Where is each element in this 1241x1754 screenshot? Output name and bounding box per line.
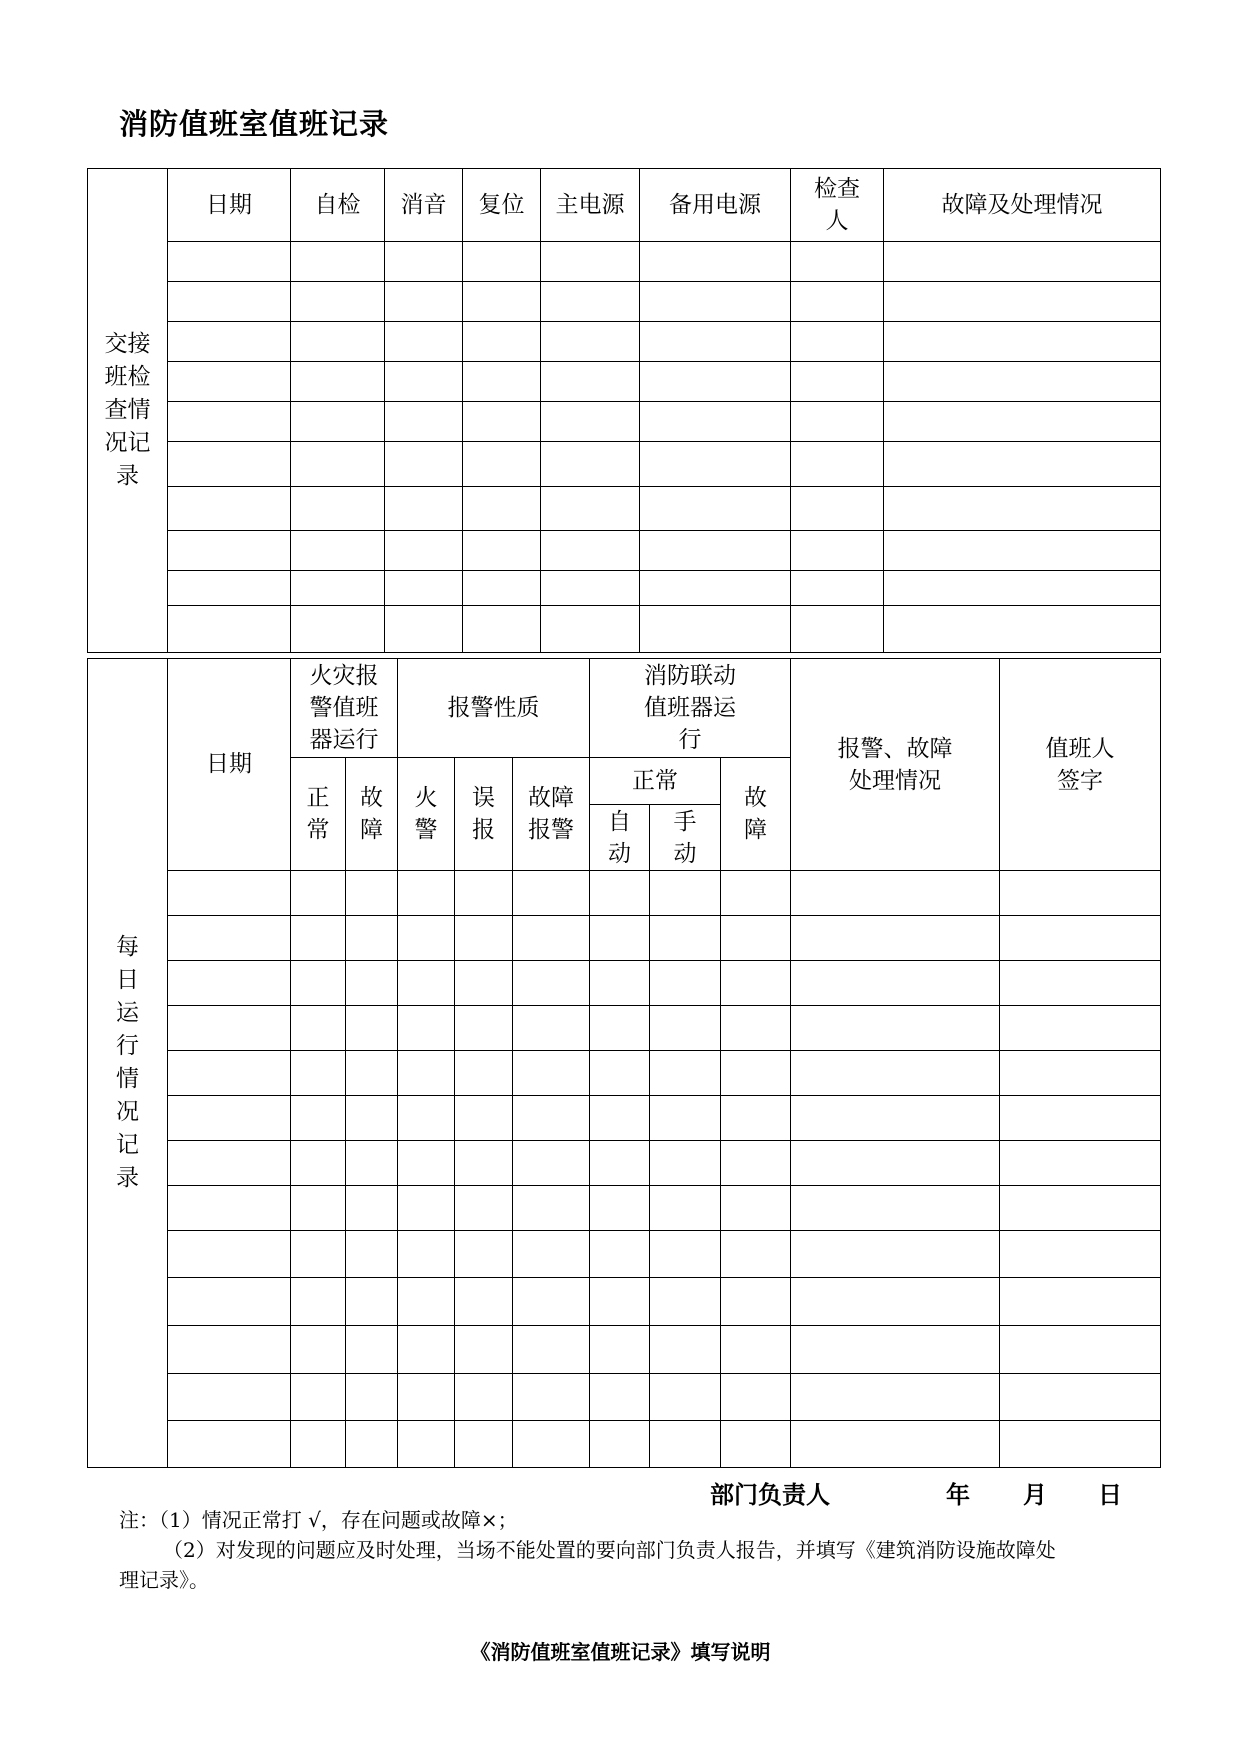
blank-cell[interactable] bbox=[455, 1278, 513, 1326]
blank-cell[interactable] bbox=[721, 1186, 791, 1231]
blank-cell[interactable] bbox=[291, 1231, 346, 1278]
blank-cell[interactable] bbox=[590, 916, 650, 961]
blank-cell[interactable] bbox=[1000, 1326, 1161, 1374]
blank-cell[interactable] bbox=[398, 916, 455, 961]
blank-cell[interactable] bbox=[346, 1374, 398, 1421]
blank-cell[interactable] bbox=[168, 1231, 291, 1278]
blank-cell[interactable] bbox=[291, 1051, 346, 1096]
blank-cell[interactable] bbox=[168, 1096, 291, 1141]
blank-cell[interactable] bbox=[541, 242, 640, 282]
blank-cell[interactable] bbox=[168, 322, 291, 362]
blank-cell[interactable] bbox=[721, 1231, 791, 1278]
table-row bbox=[88, 531, 1161, 571]
blank-cell[interactable] bbox=[463, 242, 541, 282]
blank-cell[interactable] bbox=[463, 571, 541, 606]
header-self-check: 自检 bbox=[291, 169, 385, 242]
blank-cell[interactable] bbox=[541, 531, 640, 571]
blank-cell[interactable] bbox=[721, 1278, 791, 1326]
table-row bbox=[88, 1278, 1161, 1326]
blank-cell[interactable] bbox=[291, 606, 385, 653]
nature-fault-alarm-header bbox=[513, 758, 590, 871]
nature-fire-text: 火 警 bbox=[414, 785, 438, 843]
table-row bbox=[88, 362, 1161, 402]
blank-cell[interactable] bbox=[1000, 961, 1161, 1006]
blank-cell[interactable] bbox=[513, 1421, 590, 1468]
header-reset: 复位 bbox=[463, 169, 541, 242]
blank-cell[interactable] bbox=[291, 1006, 346, 1051]
table-row bbox=[88, 1051, 1161, 1096]
linkage-manual-text: 手 动 bbox=[673, 808, 697, 867]
blank-cell[interactable] bbox=[168, 961, 291, 1006]
blank-cell[interactable] bbox=[590, 961, 650, 1006]
nature-false-header bbox=[455, 758, 513, 871]
blank-cell[interactable] bbox=[513, 1374, 590, 1421]
table-row bbox=[88, 1096, 1161, 1141]
blank-cell[interactable] bbox=[455, 1374, 513, 1421]
blank-cell[interactable] bbox=[884, 606, 1161, 653]
blank-cell[interactable] bbox=[455, 1421, 513, 1468]
blank-cell[interactable] bbox=[346, 871, 398, 916]
table-row bbox=[88, 1326, 1161, 1374]
blank-cell[interactable] bbox=[791, 402, 884, 442]
table-row bbox=[88, 606, 1161, 653]
alarm-nature-header: 报警性质 bbox=[398, 659, 590, 758]
blank-cell[interactable] bbox=[650, 1096, 721, 1141]
blank-cell[interactable] bbox=[791, 1421, 1000, 1468]
header-main-power: 主电源 bbox=[541, 169, 640, 242]
blank-cell[interactable] bbox=[455, 961, 513, 1006]
blank-cell[interactable] bbox=[455, 1231, 513, 1278]
blank-cell[interactable] bbox=[291, 1096, 346, 1141]
blank-cell[interactable] bbox=[291, 1326, 346, 1374]
blank-cell[interactable] bbox=[463, 402, 541, 442]
blank-cell[interactable] bbox=[513, 1096, 590, 1141]
header-backup-power: 备用电源 bbox=[640, 169, 791, 242]
blank-cell[interactable] bbox=[463, 442, 541, 487]
blank-cell[interactable] bbox=[398, 1421, 455, 1468]
blank-cell[interactable] bbox=[385, 402, 463, 442]
blank-cell[interactable] bbox=[884, 402, 1161, 442]
blank-cell[interactable] bbox=[385, 442, 463, 487]
fa-fault-header bbox=[346, 758, 398, 871]
blank-cell[interactable] bbox=[463, 282, 541, 322]
blank-cell[interactable] bbox=[385, 282, 463, 322]
blank-cell[interactable] bbox=[168, 1374, 291, 1421]
blank-cell[interactable] bbox=[385, 606, 463, 653]
blank-cell[interactable] bbox=[884, 487, 1161, 531]
blank-cell[interactable] bbox=[291, 442, 385, 487]
blank-cell[interactable] bbox=[590, 871, 650, 916]
blank-cell[interactable] bbox=[640, 322, 791, 362]
blank-cell[interactable] bbox=[650, 1421, 721, 1468]
blank-cell[interactable] bbox=[168, 442, 291, 487]
blank-cell[interactable] bbox=[650, 871, 721, 916]
month-label: 月 bbox=[1023, 1481, 1047, 1509]
handover-check-table bbox=[87, 168, 1161, 653]
blank-cell[interactable] bbox=[1000, 1006, 1161, 1051]
blank-cell[interactable] bbox=[721, 916, 791, 961]
linkage-group-text: 消防联动 值班器运 行 bbox=[644, 663, 736, 753]
blank-cell[interactable] bbox=[590, 1421, 650, 1468]
blank-cell[interactable] bbox=[398, 1051, 455, 1096]
blank-cell[interactable] bbox=[346, 1051, 398, 1096]
blank-cell[interactable] bbox=[168, 1006, 291, 1051]
blank-cell[interactable] bbox=[513, 961, 590, 1006]
blank-cell[interactable] bbox=[291, 1421, 346, 1468]
header-fault-handling: 故障及处理情况 bbox=[884, 169, 1161, 242]
blank-cell[interactable] bbox=[884, 571, 1161, 606]
blank-cell[interactable] bbox=[346, 1421, 398, 1468]
blank-cell[interactable] bbox=[455, 1186, 513, 1231]
blank-cell[interactable] bbox=[385, 531, 463, 571]
blank-cell[interactable] bbox=[650, 1006, 721, 1051]
blank-cell[interactable] bbox=[590, 1096, 650, 1141]
blank-cell[interactable] bbox=[791, 242, 884, 282]
table-row bbox=[88, 961, 1161, 1006]
blank-cell[interactable] bbox=[640, 242, 791, 282]
blank-cell[interactable] bbox=[385, 362, 463, 402]
blank-cell[interactable] bbox=[791, 606, 884, 653]
blank-cell[interactable] bbox=[463, 531, 541, 571]
handover-section-text: 交接 班检 查情 况记 录 bbox=[104, 331, 151, 489]
dept-head-label: 部门负责人 bbox=[710, 1481, 830, 1509]
blank-cell[interactable] bbox=[590, 1278, 650, 1326]
blank-cell[interactable] bbox=[513, 1231, 590, 1278]
fa-fault-text: 故 障 bbox=[360, 785, 383, 843]
blank-cell[interactable] bbox=[168, 402, 291, 442]
header-inspector-text: 检查 人 bbox=[814, 176, 860, 234]
header-date: 日期 bbox=[168, 169, 291, 242]
blank-cell[interactable] bbox=[168, 571, 291, 606]
blank-cell[interactable] bbox=[791, 1186, 1000, 1231]
blank-cell[interactable] bbox=[346, 1278, 398, 1326]
blank-cell[interactable] bbox=[590, 1051, 650, 1096]
fire-alarm-group-text: 火灾报 警值班 器运行 bbox=[309, 663, 379, 753]
blank-cell[interactable] bbox=[1000, 1141, 1161, 1186]
blank-cell[interactable] bbox=[791, 571, 884, 606]
blank-cell[interactable] bbox=[291, 1186, 346, 1231]
note-line-1: 注：（1）情况正常打 √，存在问题或故障×； bbox=[119, 1508, 518, 1532]
blank-cell[interactable] bbox=[398, 1006, 455, 1051]
table-row bbox=[88, 487, 1161, 531]
blank-cell[interactable] bbox=[463, 487, 541, 531]
blank-cell[interactable] bbox=[455, 1096, 513, 1141]
blank-cell[interactable] bbox=[291, 961, 346, 1006]
blank-cell[interactable] bbox=[590, 1186, 650, 1231]
blank-cell[interactable] bbox=[291, 871, 346, 916]
blank-cell[interactable] bbox=[1000, 1278, 1161, 1326]
blank-cell[interactable] bbox=[168, 487, 291, 531]
blank-cell[interactable] bbox=[721, 1006, 791, 1051]
table-row bbox=[88, 242, 1161, 282]
blank-cell[interactable] bbox=[640, 362, 791, 402]
year-label: 年 bbox=[946, 1481, 970, 1509]
blank-cell[interactable] bbox=[884, 531, 1161, 571]
daily-header-date: 日期 bbox=[168, 659, 291, 871]
blank-cell[interactable] bbox=[1000, 1421, 1161, 1468]
fa-normal-header bbox=[291, 758, 346, 871]
blank-cell[interactable] bbox=[721, 1051, 791, 1096]
handling-header-text: 报警、故障 处理情况 bbox=[837, 735, 953, 794]
blank-cell[interactable] bbox=[541, 402, 640, 442]
blank-cell[interactable] bbox=[455, 1006, 513, 1051]
blank-cell[interactable] bbox=[590, 1326, 650, 1374]
header-silence: 消音 bbox=[385, 169, 463, 242]
blank-cell[interactable] bbox=[291, 571, 385, 606]
blank-cell[interactable] bbox=[291, 1278, 346, 1326]
blank-cell[interactable] bbox=[1000, 1051, 1161, 1096]
nature-false-text: 误 报 bbox=[472, 785, 495, 843]
blank-cell[interactable] bbox=[1000, 1186, 1161, 1231]
blank-cell[interactable] bbox=[168, 1141, 291, 1186]
blank-cell[interactable] bbox=[463, 606, 541, 653]
blank-cell[interactable] bbox=[884, 282, 1161, 322]
signature-header bbox=[1000, 659, 1161, 871]
blank-cell[interactable] bbox=[791, 961, 1000, 1006]
blank-cell[interactable] bbox=[541, 487, 640, 531]
blank-cell[interactable] bbox=[791, 1326, 1000, 1374]
blank-cell[interactable] bbox=[291, 402, 385, 442]
blank-cell[interactable] bbox=[168, 1421, 291, 1468]
sign-line bbox=[0, 1475, 1241, 1509]
blank-cell[interactable] bbox=[455, 871, 513, 916]
linkage-auto-header bbox=[590, 805, 650, 871]
blank-cell[interactable] bbox=[650, 1186, 721, 1231]
blank-cell[interactable] bbox=[650, 961, 721, 1006]
blank-cell[interactable] bbox=[721, 1326, 791, 1374]
blank-cell[interactable] bbox=[346, 916, 398, 961]
blank-cell[interactable] bbox=[346, 1141, 398, 1186]
table-row bbox=[88, 322, 1161, 362]
blank-cell[interactable] bbox=[385, 571, 463, 606]
blank-cell[interactable] bbox=[463, 362, 541, 402]
blank-cell[interactable] bbox=[1000, 1096, 1161, 1141]
blank-cell[interactable] bbox=[291, 487, 385, 531]
blank-cell[interactable] bbox=[1000, 916, 1161, 961]
blank-cell[interactable] bbox=[291, 1141, 346, 1186]
blank-cell[interactable] bbox=[455, 1326, 513, 1374]
table-row bbox=[88, 1231, 1161, 1278]
blank-cell[interactable] bbox=[346, 1326, 398, 1374]
daily-operation-table bbox=[87, 658, 1161, 1468]
blank-cell[interactable] bbox=[650, 1278, 721, 1326]
blank-cell[interactable] bbox=[791, 1096, 1000, 1141]
blank-cell[interactable] bbox=[791, 1006, 1000, 1051]
blank-cell[interactable] bbox=[791, 1051, 1000, 1096]
table-row bbox=[88, 1374, 1161, 1421]
blank-cell[interactable] bbox=[721, 1141, 791, 1186]
blank-cell[interactable] bbox=[455, 1051, 513, 1096]
blank-cell[interactable] bbox=[791, 916, 1000, 961]
table-row bbox=[88, 916, 1161, 961]
blank-cell[interactable] bbox=[721, 1096, 791, 1141]
blank-cell[interactable] bbox=[455, 1141, 513, 1186]
nature-fault-alarm-text: 故障 报警 bbox=[528, 785, 574, 843]
day-label: 日 bbox=[1098, 1481, 1122, 1509]
fire-alarm-group-header bbox=[291, 659, 398, 758]
linkage-manual-header bbox=[650, 805, 721, 871]
blank-cell[interactable] bbox=[640, 487, 791, 531]
header-inspector bbox=[791, 169, 884, 242]
blank-cell[interactable] bbox=[398, 1374, 455, 1421]
linkage-group-header bbox=[590, 659, 791, 758]
blank-cell[interactable] bbox=[541, 322, 640, 362]
footer-title: 《消防值班室值班记录》填写说明 bbox=[470, 1640, 771, 1664]
blank-cell[interactable] bbox=[346, 1186, 398, 1231]
table-row bbox=[88, 871, 1161, 916]
blank-cell[interactable] bbox=[541, 362, 640, 402]
blank-cell[interactable] bbox=[650, 1374, 721, 1421]
blank-cell[interactable] bbox=[346, 1006, 398, 1051]
table-row bbox=[88, 1186, 1161, 1231]
blank-cell[interactable] bbox=[640, 571, 791, 606]
blank-cell[interactable] bbox=[791, 1141, 1000, 1186]
blank-cell[interactable] bbox=[640, 402, 791, 442]
blank-cell[interactable] bbox=[791, 362, 884, 402]
blank-cell[interactable] bbox=[168, 916, 291, 961]
blank-cell[interactable] bbox=[385, 487, 463, 531]
linkage-auto-text: 自 动 bbox=[608, 808, 631, 867]
blank-cell[interactable] bbox=[398, 961, 455, 1006]
blank-cell[interactable] bbox=[168, 1051, 291, 1096]
blank-cell[interactable] bbox=[291, 242, 385, 282]
blank-cell[interactable] bbox=[791, 322, 884, 362]
blank-cell[interactable] bbox=[168, 606, 291, 653]
linkage-fault-header bbox=[721, 758, 791, 871]
blank-cell[interactable] bbox=[541, 282, 640, 322]
blank-cell[interactable] bbox=[513, 1186, 590, 1231]
blank-cell[interactable] bbox=[513, 1326, 590, 1374]
nature-fire-header bbox=[398, 758, 455, 871]
blank-cell[interactable] bbox=[398, 1326, 455, 1374]
table-row bbox=[88, 1006, 1161, 1051]
blank-cell[interactable] bbox=[398, 1141, 455, 1186]
blank-cell[interactable] bbox=[590, 1006, 650, 1051]
daily-section-label bbox=[88, 659, 168, 1468]
blank-cell[interactable] bbox=[650, 916, 721, 961]
blank-cell[interactable] bbox=[168, 282, 291, 322]
blank-cell[interactable] bbox=[291, 362, 385, 402]
blank-cell[interactable] bbox=[291, 282, 385, 322]
blank-cell[interactable] bbox=[385, 322, 463, 362]
blank-cell[interactable] bbox=[398, 1096, 455, 1141]
blank-cell[interactable] bbox=[168, 362, 291, 402]
blank-cell[interactable] bbox=[721, 1374, 791, 1421]
blank-cell[interactable] bbox=[1000, 1374, 1161, 1421]
blank-cell[interactable] bbox=[513, 1141, 590, 1186]
linkage-fault-text: 故 障 bbox=[744, 785, 767, 843]
blank-cell[interactable] bbox=[791, 1374, 1000, 1421]
table-row bbox=[88, 1141, 1161, 1186]
blank-cell[interactable] bbox=[650, 1051, 721, 1096]
blank-cell[interactable] bbox=[398, 871, 455, 916]
signature-header-text: 值班人 签字 bbox=[1045, 735, 1115, 794]
blank-cell[interactable] bbox=[791, 871, 1000, 916]
page-title: 消防值班室值班记录 bbox=[119, 107, 390, 141]
blank-cell[interactable] bbox=[1000, 871, 1161, 916]
blank-cell[interactable] bbox=[884, 442, 1161, 487]
blank-cell[interactable] bbox=[721, 871, 791, 916]
blank-cell[interactable] bbox=[640, 442, 791, 487]
blank-cell[interactable] bbox=[463, 322, 541, 362]
blank-cell[interactable] bbox=[791, 1231, 1000, 1278]
blank-cell[interactable] bbox=[791, 487, 884, 531]
blank-cell[interactable] bbox=[721, 1421, 791, 1468]
blank-cell[interactable] bbox=[590, 1141, 650, 1186]
blank-cell[interactable] bbox=[791, 531, 884, 571]
table-row bbox=[88, 571, 1161, 606]
blank-cell[interactable] bbox=[650, 1231, 721, 1278]
blank-cell[interactable] bbox=[541, 442, 640, 487]
blank-cell[interactable] bbox=[513, 1278, 590, 1326]
blank-cell[interactable] bbox=[346, 961, 398, 1006]
blank-cell[interactable] bbox=[291, 322, 385, 362]
blank-cell[interactable] bbox=[590, 1374, 650, 1421]
blank-cell[interactable] bbox=[513, 916, 590, 961]
blank-cell[interactable] bbox=[291, 916, 346, 961]
blank-cell[interactable] bbox=[590, 1231, 650, 1278]
blank-cell[interactable] bbox=[168, 1326, 291, 1374]
linkage-normal-header: 正常 bbox=[590, 758, 721, 805]
handling-header bbox=[791, 659, 1000, 871]
blank-cell[interactable] bbox=[346, 1096, 398, 1141]
blank-cell[interactable] bbox=[398, 1278, 455, 1326]
blank-cell[interactable] bbox=[168, 871, 291, 916]
note-line-3: 理记录》。 bbox=[119, 1568, 209, 1592]
blank-cell[interactable] bbox=[168, 531, 291, 571]
blank-cell[interactable] bbox=[168, 242, 291, 282]
blank-cell[interactable] bbox=[455, 916, 513, 961]
blank-cell[interactable] bbox=[640, 606, 791, 653]
blank-cell[interactable] bbox=[650, 1141, 721, 1186]
blank-cell[interactable] bbox=[884, 322, 1161, 362]
handover-section-label bbox=[88, 169, 168, 653]
blank-cell[interactable] bbox=[168, 1278, 291, 1326]
blank-cell[interactable] bbox=[168, 1186, 291, 1231]
blank-cell[interactable] bbox=[721, 961, 791, 1006]
blank-cell[interactable] bbox=[385, 242, 463, 282]
blank-cell[interactable] bbox=[791, 1278, 1000, 1326]
blank-cell[interactable] bbox=[640, 282, 791, 322]
blank-cell[interactable] bbox=[640, 531, 791, 571]
table-row bbox=[88, 402, 1161, 442]
blank-cell[interactable] bbox=[398, 1186, 455, 1231]
table-row bbox=[88, 442, 1161, 487]
fa-normal-text: 正 常 bbox=[306, 785, 330, 843]
blank-cell[interactable] bbox=[650, 1326, 721, 1374]
blank-cell[interactable] bbox=[346, 1231, 398, 1278]
blank-cell[interactable] bbox=[398, 1231, 455, 1278]
blank-cell[interactable] bbox=[1000, 1231, 1161, 1278]
blank-cell[interactable] bbox=[291, 531, 385, 571]
table-row bbox=[88, 282, 1161, 322]
blank-cell[interactable] bbox=[791, 442, 884, 487]
table-row bbox=[88, 1421, 1161, 1468]
blank-cell[interactable] bbox=[884, 362, 1161, 402]
blank-cell[interactable] bbox=[791, 282, 884, 322]
note-line-2: （2）对发现的问题应及时处理，当场不能处置的要向部门负责人报告，并填写《建筑消防设施故障处 bbox=[163, 1538, 1056, 1562]
blank-cell[interactable] bbox=[541, 606, 640, 653]
blank-cell[interactable] bbox=[513, 871, 590, 916]
daily-section-text: 每 日 运 行 情 况 记 录 bbox=[116, 934, 139, 1191]
blank-cell[interactable] bbox=[513, 1006, 590, 1051]
blank-cell[interactable] bbox=[291, 1374, 346, 1421]
blank-cell[interactable] bbox=[884, 242, 1161, 282]
blank-cell[interactable] bbox=[513, 1051, 590, 1096]
blank-cell[interactable] bbox=[541, 571, 640, 606]
